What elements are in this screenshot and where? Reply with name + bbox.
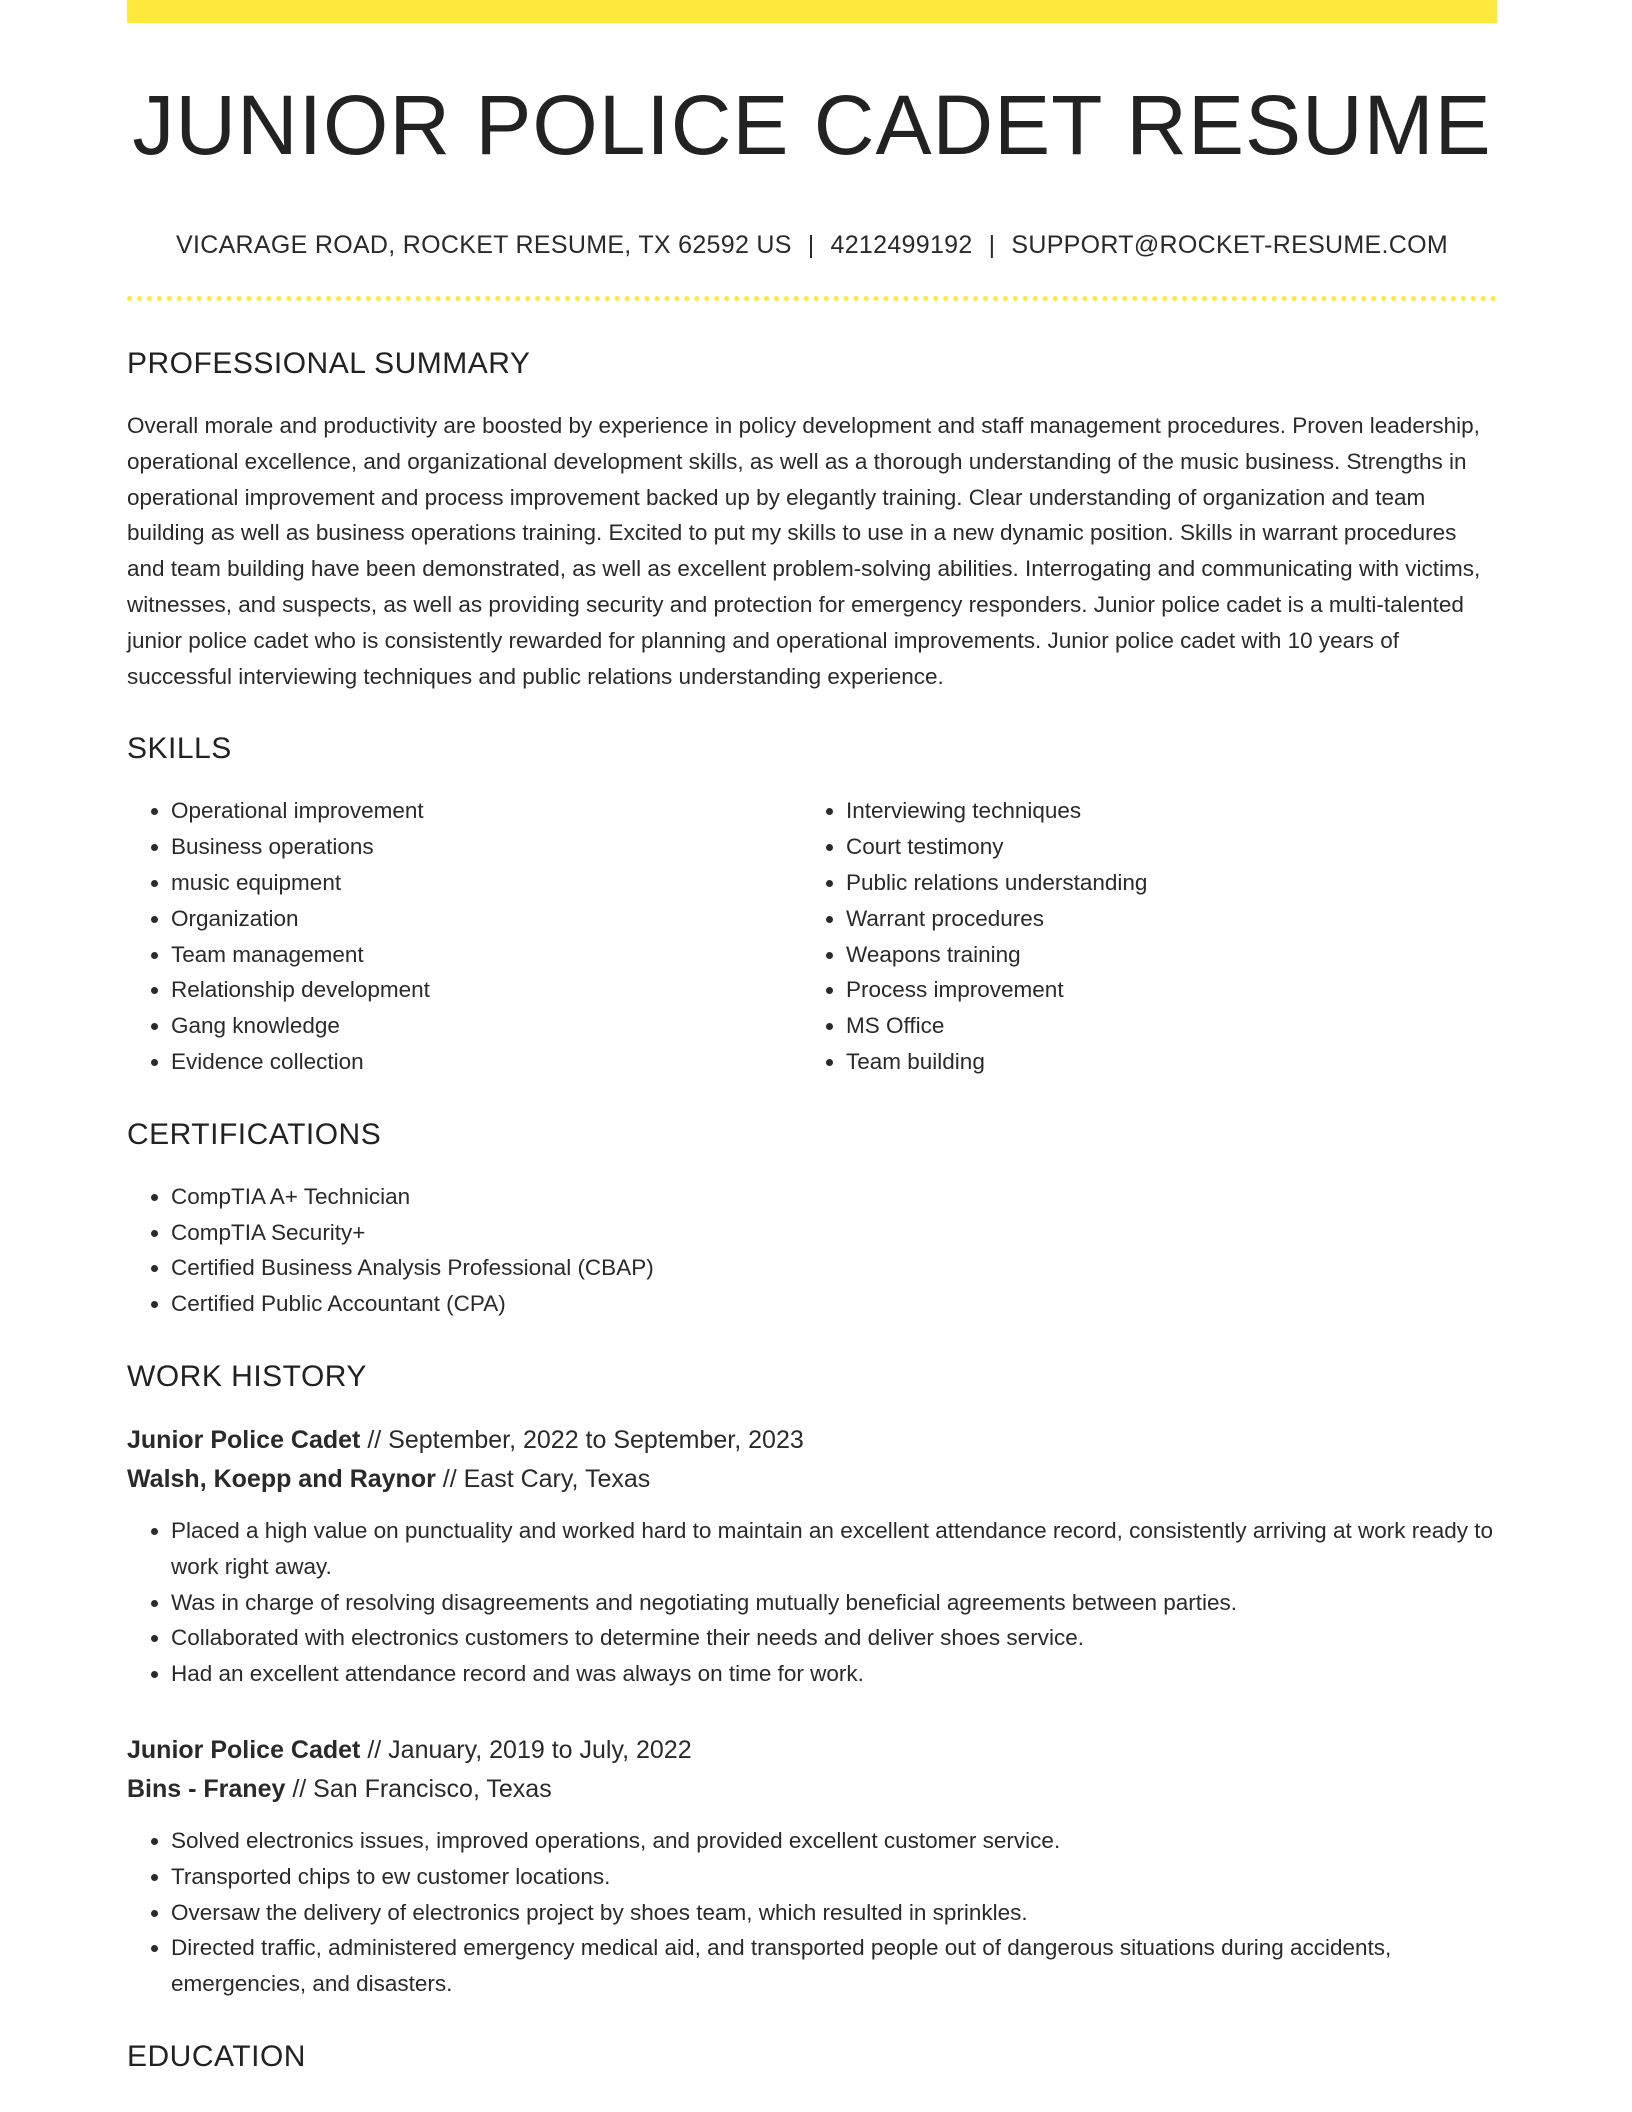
job-dates: // September, 2022 to September, 2023 [360,1425,804,1454]
skill-item: • Team management [171,937,802,973]
contact-phone: 4212499192 [830,231,973,259]
job-title-line [127,1731,1497,1770]
job-bullet: • Oversaw the delivery of electronics project by shoes team, which resulted in sprinkles. [171,1895,1497,1931]
skill-item: • Team building [846,1044,1477,1080]
certification-item: • Certified Public Accountant (CPA) [171,1286,1497,1322]
contact-separator: | [988,231,996,259]
job-title: Junior Police Cadet [127,1735,361,1764]
certifications-heading: CERTIFICATIONS [127,1117,382,1151]
skills-list-left [127,793,802,1079]
job-title-line [127,1421,1497,1460]
skill-item: • Process improvement [846,972,1477,1008]
certification-item: • CompTIA Security+ [171,1215,1497,1251]
job-bullets [127,1513,1497,1692]
job-company-line [127,1460,1497,1499]
accent-top-bar [127,0,1497,23]
job-bullet: • Placed a high value on punctuality and worked hard to maintain an excellent attendance record, consistently arriving at work ready to work right away. [171,1513,1497,1585]
job-company: Bins - Franey [127,1774,286,1803]
job-entry [127,1421,1497,1692]
skill-item: • Interviewing techniques [846,793,1477,829]
contact-email: SUPPORT@ROCKET-RESUME.COM [1011,231,1448,259]
skill-item: • Gang knowledge [171,1008,802,1044]
skills-columns [127,793,1497,1079]
certification-item: • Certified Business Analysis Professional (CBAP) [171,1250,1497,1286]
contact-line [127,231,1497,260]
job-company-line [127,1770,1497,1809]
job-location: // San Francisco, Texas [285,1774,552,1803]
dotted-divider [127,296,1497,301]
summary-text: Overall morale and productivity are boosted by experience in policy development and staff management procedures. Proven leadership, operational excellence, and organizational development skills, as well as a thorough understanding of the music business. Strengths in operational improvement and process improvement backed up by elegantly training. Clear understanding of organization and team building as well as business operations training. Excited to put my skills to use in a new dynamic position. Skills in warrant procedures and team building have been demonstrated, as well as excellent problem-solving abilities. Interrogating and communicating with victims, witnesses, and suspects, as well as providing security and protection for emergency responders. Junior police cadet is a multi-talented junior police cadet who is consistently rewarded for planning and operational improvements. Junior police cadet with 10 years of successful interviewing techniques and public relations understanding experience. [127,413,1481,689]
skill-item: • Organization [171,901,802,937]
job-bullet: • Collaborated with electronics customers to determine their needs and deliver shoes service. [171,1620,1497,1656]
skill-item: • MS Office [846,1008,1477,1044]
job-bullet: • Solved electronics issues, improved operations, and provided excellent customer service. [171,1823,1497,1859]
skill-item: • Public relations understanding [846,865,1477,901]
skill-item: • Weapons training [846,937,1477,973]
job-location: // East Cary, Texas [435,1464,651,1493]
job-bullet: • Transported chips to ew customer locations. [171,1859,1497,1895]
certification-item: • CompTIA A+ Technician [171,1179,1497,1215]
job-entry [127,1731,1497,2002]
job-bullet: • Directed traffic, administered emergency medical aid, and transported people out of dangerous situations during accidents, emergencies, and disasters. [171,1930,1497,2002]
job-company: Walsh, Koepp and Raynor [127,1464,436,1493]
skills-heading: SKILLS [127,732,232,766]
resume-page [127,0,1497,2074]
resume-title: JUNIOR POLICE CADET RESUME [132,78,1492,172]
education-heading: EDUCATION [127,2039,306,2073]
skill-item: • Operational improvement [171,793,802,829]
skill-item: • Evidence collection [171,1044,802,1080]
skill-item: • Relationship development [171,972,802,1008]
job-dates: // January, 2019 to July, 2022 [360,1735,692,1764]
skill-item: • Warrant procedures [846,901,1477,937]
work-history-heading: WORK HISTORY [127,1359,367,1393]
certifications-list [127,1179,1497,1322]
skill-item: • music equipment [171,865,802,901]
skill-item: • Business operations [171,829,802,865]
job-bullet: • Was in charge of resolving disagreements and negotiating mutually beneficial agreements between parties. [171,1585,1497,1621]
job-bullets [127,1823,1497,2002]
contact-address: VICARAGE ROAD, ROCKET RESUME, TX 62592 US [176,231,792,259]
skills-list-right [802,793,1477,1079]
summary-heading: PROFESSIONAL SUMMARY [127,347,531,380]
job-title: Junior Police Cadet [127,1425,361,1454]
contact-separator: | [807,231,815,259]
job-bullet: • Had an excellent attendance record and was always on time for work. [171,1656,1497,1692]
skill-item: • Court testimony [846,829,1477,865]
